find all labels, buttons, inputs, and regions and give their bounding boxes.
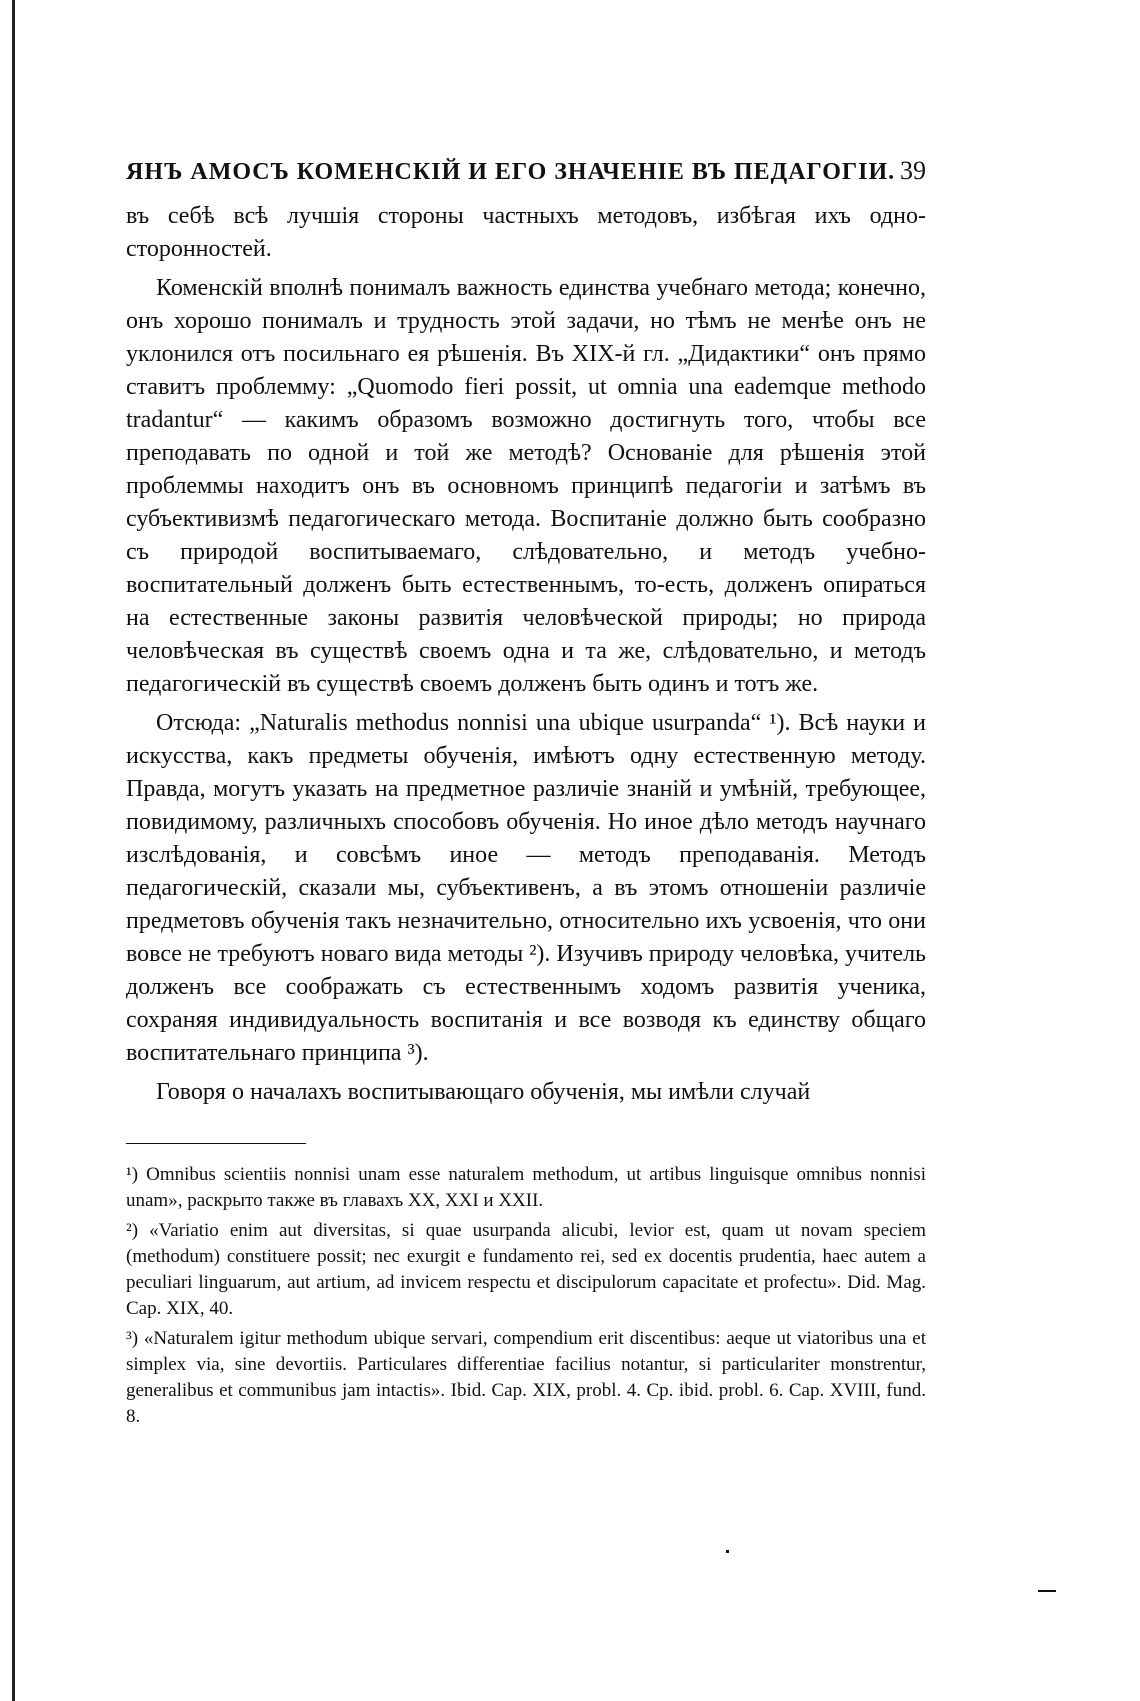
scan-dot [726,1550,729,1553]
footnote: ³) «Naturalem igitur methodum ubique servari, compendium erit discentibus: aeque ut viatoribus una et simplex via, sine devortiis. Particulares differentiae facilius notantur, si particulariter monstrentur, generalibus et communibus jam intactis». Ibid. Cap. XIX, probl. 4. Cp. ibid. probl. 6. Cap. XVIII, fund. 8. [126,1328,926,1427]
book-page [126,156,926,1696]
footnote-divider [126,1143,306,1144]
running-title: ЯНЪ АМОСЪ КОМЕНСКІЙ И ЕГО ЗНАЧЕНІЕ ВЪ ПЕДАГОГІИ. [126,159,896,185]
footnote: ¹) Omnibus scientiis nonnisi unam esse naturalem methodum, ut artibus linguisque omnibus nonnisi unam», раскрыто также въ главахъ XX, XXI и XXII. [126,1164,926,1211]
paragraph: Отсюда: „Naturalis methodus nonnisi una ubique usurpanda“ ¹). Всѣ науки и искусства, какъ предметы обученія, имѣютъ одну естественную методу. Правда, могутъ указать на предметное различіе знаній и умѣній, требующее, повидимому, различныхъ способовъ обученія. Но иное дѣло методъ научнаго изслѣдованія, и совсѣмъ иное — методъ преподаванія. Методъ педагогическій, сказали мы, субъективенъ, а въ этомъ отношеніи различіе предметовъ обученія такъ незначительно, относительно ихъ усвоенія, что они вовсе не требуютъ новаго вида методы ²). Изучивъ природу человѣка, учитель долженъ все соображать съ естественнымъ ходомъ развитія ученика, сохраняя индивидуальность воспитанія и все возводя къ единству общаго воспитательнаго принципа ³). [126,710,926,1066]
paragraph: Коменскій вполнѣ понималъ важность единства учебнаго метода; конечно, онъ хорошо понималъ и трудность этой задачи, но тѣмъ не менѣе онъ не уклонился отъ посильнаго ея рѣшенія. Въ XIX-й гл. „Дидактики“ онъ прямо ставитъ проблемму: „Quomodo fieri possit, ut omnia una eademque methodo tradantur“ — какимъ образомъ возможно достигнуть того, чтобы все преподавать по одной и той же методѣ? Основаніе для рѣшенія этой проблеммы находитъ онъ въ основномъ принципѣ педагогіи и затѣмъ въ субъективизмѣ педагогическаго метода. Воспитаніе должно быть сообразно съ природой воспитываемаго, слѣдовательно, и методъ учебно-воспитательный долженъ быть естественнымъ, то-есть, долженъ опираться на естественные законы развитія человѣческой природы; но природа человѣческая въ существѣ своемъ одна и та же, слѣдовательно, и методъ педагогическій въ существѣ своемъ долженъ быть одинъ и тотъ же. [126,275,926,697]
paragraph: въ себѣ всѣ лучшія стороны частныхъ методовъ, избѣгая ихъ одно-сторонностей. [126,203,926,262]
running-header [126,156,926,186]
footnotes [126,1162,926,1430]
page-number: 39 [900,156,926,185]
scan-edge-rule [12,0,15,1701]
paragraph: Говоря о началахъ воспитывающаго обученія, мы имѣли случай [156,1079,811,1105]
margin-mark [1038,1590,1056,1592]
main-text [126,200,926,1109]
footnote: ²) «Variatio enim aut diversitas, si quae usurpanda alicubi, levior est, quam ut novam speciem (methodum) constituere possit; nec exurgit e fundamento rei, sed ex docentis prudentia, haec autem a peculiari linguarum, aut artium, ad invicem respectu et discipulorum capacitate et profectu». Did. Mag. Cap. XIX, 40. [126,1220,926,1319]
